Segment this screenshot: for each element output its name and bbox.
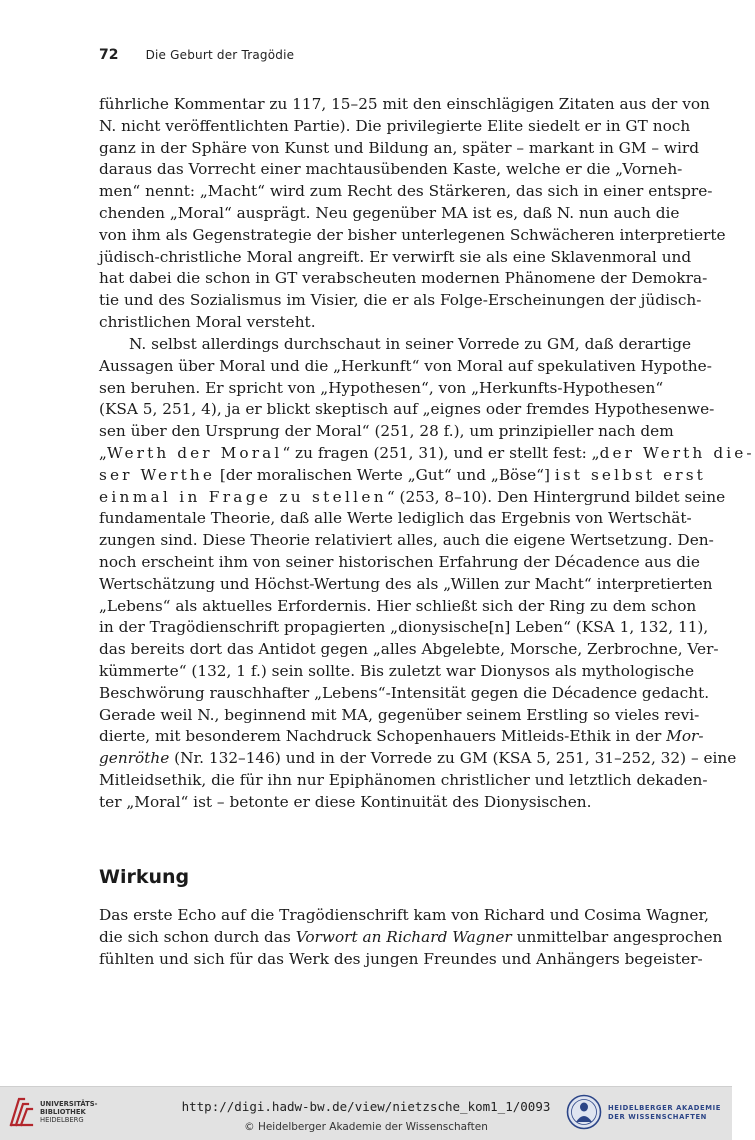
text-line: ganz in der Sphäre von Kunst und Bildung an, später – markant in GM – wird	[99, 138, 700, 157]
spaced-emphasis: einmal in Frage zu stellen	[99, 487, 387, 506]
text-run: dierte, mit besonderem Nachdruck Schopenhauers Mitleids-Ethik in der	[99, 727, 667, 746]
library-name-line: BIBLIOTHEK	[40, 1108, 86, 1116]
text-line: noch erscheint ihm von seiner historischen Erfahrung der Décadence aus die	[99, 552, 700, 571]
text-run: die sich schon durch das	[99, 927, 296, 946]
text-line: von ihm als Gegenstrategie der bisher unterlegenen Schwächeren interpretierte	[99, 225, 726, 244]
text-line: hat dabei die schon in GT verabscheuten modernen Phänomene der Demokra-	[99, 269, 708, 288]
text-line	[99, 443, 755, 465]
library-name-line: HEIDELBERG	[40, 1116, 84, 1124]
copyright-notice: © Heidelberger Akademie der Wissenschaften	[244, 1121, 488, 1133]
text-line	[99, 465, 706, 487]
section-heading: Wirkung	[99, 866, 190, 888]
text-line: jüdisch-christliche Moral angreift. Er verwirft sie als eine Sklavenmoral und	[99, 247, 692, 266]
paragraph-2	[99, 334, 755, 814]
text-line: sen beruhen. Er spricht von „Hypothesen“, von „Herkunfts-Hypothesen“	[99, 378, 664, 397]
academy-name	[608, 1104, 721, 1122]
text-line: in der Tragödienschrift propagierten „dionysische[n] Leben“ (KSA 1, 132, 11),	[99, 618, 709, 637]
italic-title: genröthe	[99, 749, 170, 768]
text-line: (KSA 5, 251, 4), ja er blickt skeptisch auf „eignes oder fremdes Hypothesenwe-	[99, 400, 715, 419]
text-line: Wertschätzung und Höchst-Wertung des als „Willen zur Macht“ interpretierten	[99, 574, 713, 593]
text-line: führliche Kommentar zu 117, 15–25 mit den einschlägigen Zitaten aus der von	[99, 95, 710, 113]
quote-open: „	[99, 443, 107, 462]
text-line: fundamentale Theorie, daß alle Werte lediglich das Ergebnis von Wertschät-	[99, 509, 692, 528]
text-run: (Nr. 132–146) und in der Vorrede zu GM (KSA 5, 251, 31–252, 32) – eine	[169, 749, 737, 768]
text-line: chenden „Moral“ ausprägt. Neu gegenüber MA ist es, daß N. nun auch die	[99, 203, 680, 222]
text-run: “ (253, 8–10). Den Hintergrund bildet seine	[386, 487, 726, 506]
permalink-url[interactable]: http://digi.hadw-bw.de/view/nietzsche_kom1_1/0093	[181, 1099, 551, 1114]
text-line: das bereits dort das Antidot gegen „alles Abgelebte, Morsche, Zerbrochne, Ver-	[99, 640, 719, 659]
text-line: Das erste Echo auf die Tragödienschrift kam von Richard und Cosima Wagner,	[99, 906, 709, 924]
text-line: Gerade weil N., beginnend mit MA, gegenüber seinem Erstling so vieles revi-	[99, 705, 700, 724]
text-line: „Lebens“ als aktuelles Erfordernis. Hier schließt sich der Ring zu dem schon	[99, 596, 697, 615]
running-title: Die Geburt der Tragödie	[145, 48, 295, 62]
paragraph-1	[99, 94, 726, 334]
text-run: “ zu fragen (251, 31), und er stellt fest: „	[282, 443, 600, 462]
italic-title: Vorwort an Richard Wagner	[295, 927, 512, 946]
paragraph-3	[99, 905, 723, 970]
spaced-emphasis: ser Werthe	[99, 465, 215, 484]
running-header	[99, 44, 294, 63]
text-run: [der moralischen Werte „Gut“ und „Böse“]	[214, 465, 555, 484]
text-run: unmittelbar angesprochen	[511, 927, 723, 946]
italic-title: Mor-	[666, 727, 704, 746]
academy-name-line: HEIDELBERGER AKADEMIE	[608, 1104, 721, 1112]
text-line: daraus das Vorrecht einer machtausübenden Kaste, welche er die „Vorneh-	[99, 160, 683, 179]
text-line: ter „Moral“ ist – betonte er diese Kontinuität des Dionysischen.	[99, 792, 592, 811]
academy-name-line: DER WISSENSCHAFTEN	[608, 1113, 707, 1121]
text-line	[99, 927, 723, 949]
spaced-emphasis: Werth der Moral	[106, 443, 283, 462]
text-line: Beschwörung rauschhafter „Lebens“-Intensität gegen die Décadence gedacht.	[99, 683, 710, 702]
text-line: Mitleidsethik, die für ihn nur Epiphänomen christlicher und letztlich dekaden-	[99, 770, 708, 789]
text-line: N. selbst allerdings durchschaut in seiner Vorrede zu GM, daß derartige	[129, 335, 692, 353]
text-line	[99, 726, 704, 748]
text-line: kümmerte“ (132, 1 f.) sein sollte. Bis zuletzt war Dionysos als mythologische	[99, 661, 695, 680]
text-line: fühlten und sich für das Werk des jungen Freundes und Anhängers begeister-	[99, 949, 703, 968]
text-line: zungen sind. Diese Theorie relativiert alles, auch die eigene Wertsetzung. Den-	[99, 531, 714, 550]
text-line	[99, 748, 737, 770]
text-line: tie und des Sozialismus im Visier, die er als Folge-Erscheinungen der jüdisch-	[99, 291, 702, 310]
text-line: men“ nennt: „Macht“ wird zum Recht des Stärkeren, das sich in einer entspre-	[99, 182, 713, 201]
library-name-line: UNIVERSITÄTS-	[40, 1100, 98, 1108]
academy-seal-icon	[566, 1094, 602, 1130]
text-line: Aussagen über Moral und die „Herkunft“ von Moral auf spekulativen Hypothe-	[99, 356, 712, 375]
page-number: 72	[99, 47, 119, 63]
spaced-emphasis: der Werth die-	[599, 443, 755, 462]
spaced-emphasis: ist selbst erst	[554, 465, 706, 484]
text-line: sen über den Ursprung der Moral“ (251, 28 f.), um prinzipieller nach dem	[99, 422, 674, 441]
text-line	[99, 487, 726, 509]
text-line: christlichen Moral versteht.	[99, 312, 316, 331]
text-line: N. nicht veröffentlichten Partie). Die privilegierte Elite siedelt er in GT noch	[99, 116, 691, 135]
